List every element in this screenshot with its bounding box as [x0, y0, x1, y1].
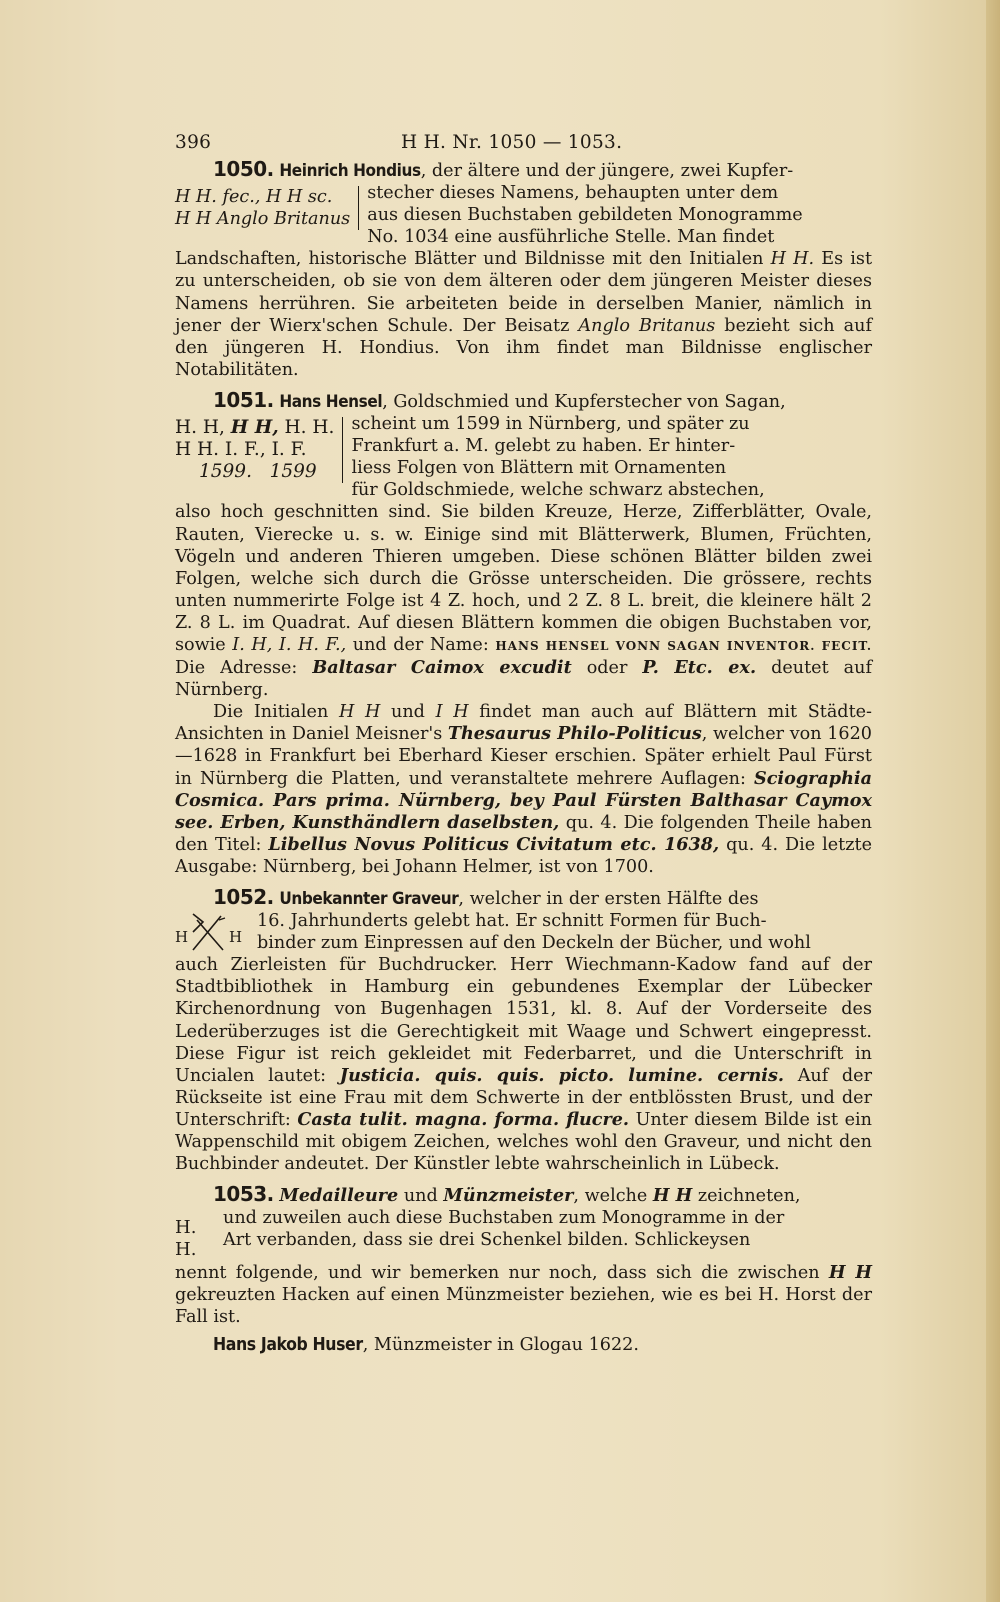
- monogram-line: [175, 417, 334, 439]
- body-text: , Münzmeister in Glogau 1622.: [362, 1334, 639, 1355]
- body-text: und der Name:: [346, 634, 489, 655]
- body-text: findet man auch auf Blättern mit Städte-Ansichten in Daniel Meisner's: [175, 702, 872, 745]
- body-text: Landschaften, historische Blätter und Bildnisse mit den Initialen: [175, 249, 771, 270]
- monogram-line: H H. fec., H H sc.: [175, 187, 333, 208]
- body-text: Die Initialen: [213, 702, 339, 723]
- body-italic: I H: [435, 702, 469, 723]
- entry-1053-body: [175, 1262, 872, 1328]
- body-text: bezieht sich auf den jüngeren H. Hondius. Von ihm findet man Bildnisse englischer Notabilitäten.: [175, 315, 872, 380]
- side-line: für Goldschmiede, welche schwarz abstechen,: [351, 480, 765, 501]
- body-italic: Thesaurus Philo-Politicus: [447, 723, 702, 745]
- artist-name: Hans Hensel: [279, 391, 383, 412]
- monogram-line: H H. I. F., I. F.: [175, 439, 307, 461]
- body-text: , welcher von 1620—1628 in Frankfurt bei Eberhard Kieser erschien. Später erhielt Paul Fürst in Nürnberg die Platten, und veranstaltete mehrere Auflagen:: [175, 724, 872, 789]
- entry-1052-body: [175, 954, 872, 1175]
- entry-1053-subentry: [175, 1334, 872, 1356]
- monogram-letter: H: [175, 928, 189, 947]
- artist-name: Heinrich Hondius: [279, 161, 421, 181]
- body-italic: P. Etc. ex.: [642, 657, 757, 679]
- side-text: [351, 413, 872, 501]
- body-text: oder: [571, 658, 643, 679]
- side-text: [257, 910, 872, 954]
- body-text: Auf der Rückseite ist eine Frau mit dem Schwerte in der entblössten Brust, und der Unterschrift:: [175, 1065, 872, 1130]
- entry-1051-heading: [175, 389, 872, 413]
- entry-1050-body: [175, 248, 872, 381]
- monogram-letter: H: [229, 928, 243, 947]
- entry-1052-heading: [175, 886, 872, 910]
- monogram-text: H. H,: [175, 417, 231, 439]
- entry-number: 1052.: [213, 885, 274, 909]
- body-italic: Anglo Britanus: [578, 315, 716, 336]
- entry-number: 1051.: [213, 387, 274, 412]
- crossed-monogram: [175, 910, 257, 954]
- monogram-list: [175, 186, 359, 230]
- side-line: Art verbanden, dass sie drei Schenkel bilden. Schlickeysen: [223, 1230, 751, 1251]
- page-edge: [986, 0, 1000, 1602]
- body-text: nennt folgende, und wir bemerken nur noch, dass sich die zwischen: [175, 1262, 829, 1283]
- inscription-smallcaps: HANS HENSEL VONN SAGAN INVENTOR. FECIT.: [495, 638, 872, 653]
- page-number: 396: [175, 132, 212, 153]
- entry-intro: , Goldschmied und Kupferstecher von Sagan,: [382, 391, 786, 412]
- side-line: scheint um 1599 in Nürnberg, und später zu: [351, 414, 750, 435]
- body-italic: Casta tulit. magna. forma. flucre.: [297, 1108, 630, 1130]
- body-text: also hoch geschnitten sind. Sie bilden Kreuze, Herze, Zifferblätter, Ovale, Rauten, Vierecke u. s. w. Einige sind mit Blätterwerk, Blumen, Früchten, Vögeln und anderen Thieren umgeben. Diese schönen Blätter bilden zwei Folgen, welche sich durch die Grösse unterscheiden. Die grössere, rechts unten nummerirte Folge ist 4 Z. hoch, und 2 Z. 8 L. breit, die kleinere hält 2 Z. 8 L. im Quadrat. Auf diesen Blättern kommen die obigen Buchstaben vor, sowie: [175, 502, 872, 655]
- entry-1053-heading: [175, 1183, 872, 1207]
- monogram-line: H. H.: [175, 1217, 197, 1261]
- body-italic: I. H. F.,: [278, 634, 347, 655]
- side-line: liess Folgen von Blättern mit Ornamenten: [351, 458, 727, 479]
- side-text: [367, 182, 872, 248]
- body-text: Es ist zu unterscheiden, ob sie von dem älteren oder dem jüngeren Meister dieses Namens herrühren. Sie arbeiteten beide in derselben Manier, nämlich in jener der Wierx'schen Schule. Der Beisatz: [175, 249, 873, 336]
- side-text: [223, 1207, 872, 1251]
- entry-number: 1050.: [213, 157, 274, 181]
- entry-1052-monogram-block: [175, 910, 872, 954]
- body-text: , welche: [573, 1186, 653, 1207]
- side-line: No. 1034 eine ausführliche Stelle. Man findet: [367, 227, 775, 248]
- running-title: H H. Nr. 1050 — 1053.: [401, 132, 623, 153]
- entry-1051-body-b: [175, 701, 872, 878]
- body-text: qu. 4. Die letzte Ausgabe: Nürnberg, bei Johann Helmer, ist von 1700.: [175, 834, 872, 877]
- artist-name: Unbekannter Graveur: [279, 889, 459, 909]
- body-text: Die Adresse:: [175, 658, 313, 679]
- side-line: binder zum Einpressen auf den Deckeln der Bücher, und wohl: [257, 933, 811, 954]
- body-italic: H H.: [770, 249, 815, 270]
- running-header: [175, 128, 872, 158]
- body-italic: H H: [828, 1261, 872, 1283]
- entry-1050: [175, 158, 872, 381]
- artist-name: Münzmeister: [443, 1185, 574, 1207]
- monogram-line: H H Anglo Britanus: [175, 209, 351, 230]
- entry-1051-body-a: [175, 501, 872, 701]
- monogram-text: H H,: [230, 417, 279, 439]
- monogram-line: 1599. 1599: [199, 461, 317, 483]
- body-italic: Sciographia Cosmica. Pars prima. Nürnberg, bey Paul Fürsten Balthasar Caymox see. Erben, Kunsthändlern daselbsten,: [175, 767, 872, 833]
- body-text: gekreuzten Hacken auf einen Münzmeister beziehen, wie es bei H. Horst der Fall ist.: [175, 1284, 872, 1327]
- entry-intro: , welcher in der ersten Hälfte des: [458, 889, 759, 909]
- body-italic: H H: [338, 702, 381, 723]
- side-line: und zuweilen auch diese Buchstaben zum Monogramme in der: [223, 1208, 785, 1229]
- crossed-hooks-monogram-icon: [189, 910, 229, 954]
- side-line: 16. Jahrhunderts gelebt hat. Er schnitt Formen für Buch-: [257, 911, 767, 932]
- entry-1050-monogram-block: [175, 182, 872, 248]
- body-text: zeichneten,: [692, 1186, 801, 1207]
- body-italic: Libellus Novus Politicus Civitatum etc. 1638,: [268, 833, 720, 855]
- body-text: qu. 4. Die folgenden Theile haben den Titel:: [175, 812, 872, 855]
- entry-1050-heading: [175, 158, 872, 182]
- side-line: stecher dieses Namens, behaupten unter dem: [367, 183, 779, 204]
- text-block: [175, 128, 872, 1356]
- body-text: und: [398, 1186, 444, 1207]
- monogram-text: H. H.: [278, 417, 335, 439]
- body-italic: Justicia. quis. quis. picto. lumine. cernis.: [339, 1064, 785, 1086]
- artist-name: Medailleure: [279, 1185, 399, 1207]
- entry-1051-monogram-block: [175, 413, 872, 501]
- monogram-list: [175, 417, 343, 483]
- entry-intro: , der ältere und der jüngere, zwei Kupfer-: [420, 161, 794, 181]
- body-italic: Baltasar Caimox excudit: [312, 657, 572, 679]
- body-text: deutet auf Nürnberg.: [175, 658, 872, 701]
- body-italic: I. H,: [232, 634, 273, 655]
- entry-number: 1053.: [213, 1182, 274, 1207]
- artist-name: Hans Jakob Huser: [213, 1334, 363, 1355]
- body-text: auch Zierleisten für Buchdrucker. Herr Wiechmann-Kadow fand auf der Stadtbibliothek in Hamburg ein gebundenes Exemplar der Lübecker Kirchenordnung von Bugenhagen 1531, kl. 8. Auf der Vorderseite des Lederüberzuges ist die Gerechtigkeit mit Waage und Schwert eingepresst. Diese Figur ist reich gekleidet mit Federbarret, und die Unterschrift in Uncialen lautet:: [175, 955, 872, 1086]
- body-italic: H H: [652, 1185, 693, 1207]
- side-line: Frankfurt a. M. gelebt zu haben. Er hinter-: [351, 436, 736, 457]
- side-line: aus diesen Buchstaben gebildeten Monogramme: [367, 205, 803, 226]
- entry-1053: [175, 1183, 872, 1356]
- entry-1053-monogram-block: [175, 1207, 872, 1261]
- entry-1051: [175, 389, 872, 878]
- body-text: und: [380, 702, 436, 723]
- body-text: Unter diesem Bilde ist ein Wappenschild mit obigem Zeichen, welches wohl den Graveur, und nicht den Buchbinder andeutet. Der Künstler lebte wahrscheinlich in Lübeck.: [175, 1109, 872, 1175]
- entry-1052: [175, 886, 872, 1175]
